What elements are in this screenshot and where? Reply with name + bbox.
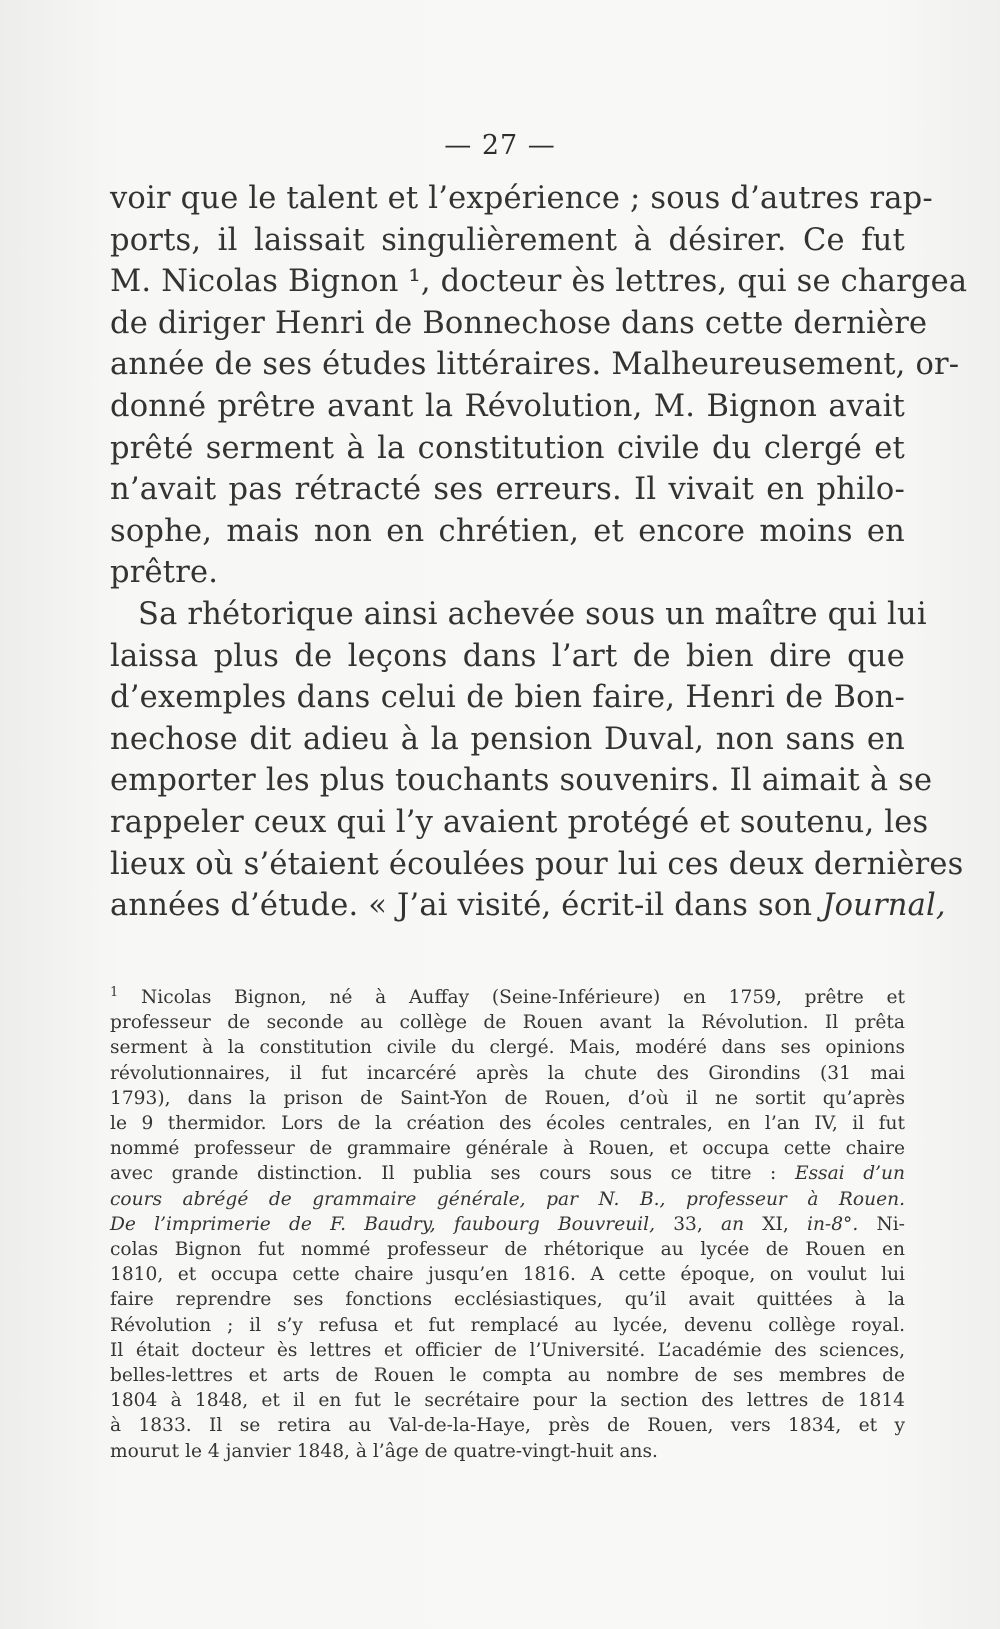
footnote-line: colas Bignon fut nommé professeur de rhétorique au lycée de Rouen en [110,1239,905,1261]
footnote-line: le 9 thermidor. Lors de la création des écoles centrales, en l’an IV, il fut [110,1113,905,1135]
text-line: emporter les plus touchants souvenirs. Il aimait à se [110,763,933,799]
text-line: prêté serment à la constitution civile du clergé et [110,430,905,466]
text-line: Sa rhétorique ainsi achevée sous un maître qui lui [138,596,927,632]
text-line: lieux où s’étaient écoulées pour lui ces deux dernières [110,846,964,882]
text-fragment: XI, [744,1213,807,1235]
page-number: — 27 — [444,130,556,161]
paragraph-2 [110,594,964,927]
text-line: M. Nicolas Bignon ¹, docteur ès lettres, qui se chargea [110,264,968,300]
text-fragment: Nicolas Bignon, né à Auffay (Seine-Inférieure) en 1759, prêtre et [118,987,905,1008]
text-line: sophe, mais non en chrétien, et encore moins en [110,513,905,549]
text-line: ports, il laissait singulièrement à désirer. Ce fut [110,222,905,258]
text-fragment: in-8°. [807,1213,859,1235]
text-line: de diriger Henri de Bonnechose dans cette dernière [110,305,928,341]
footnote-line: Révolution ; il s’y refusa et fut remplacé au lycée, devenu collège royal. [110,1314,905,1336]
footnote-line: mourut le 4 janvier 1848, à l’âge de quatre-vingt-huit ans. [110,1440,658,1462]
footnote-line: 1793), dans la prison de Saint-Yon de Rouen, d’où il ne sortit qu’après [110,1087,905,1109]
footnote-line: révolutionnaires, il fut incarcéré après la chute des Girondins (31 mai [110,1062,905,1084]
footnote-line: cours abrégé de grammaire générale, par N. B., professeur à Rouen. [110,1188,905,1210]
footnote-line: faire reprendre ses fonctions ecclésiastiques, qu’il avait quittées à la [110,1289,905,1311]
text-line: rappeler ceux qui l’y avaient protégé et soutenu, les [110,804,929,840]
footnote-line: professeur de seconde au collège de Rouen avant la Révolution. Il prêta [110,1012,905,1034]
text-line: prêtre. [110,555,219,591]
journal-title: Journal, [822,888,946,924]
text-fragment: De l’imprimerie de F. Baudry, faubourg Bouvreuil, [110,1213,655,1235]
footnote-line [110,985,905,1010]
text-fragment: an [721,1213,745,1235]
footnote-line: nommé professeur de grammaire générale à Rouen, et occupa cette chaire [110,1138,905,1160]
text-line: nechose dit adieu à la pension Duval, non sans en [110,721,905,757]
text-line: n’avait pas rétracté ses erreurs. Il vivait en philo- [110,472,905,508]
text-line: voir que le talent et l’expérience ; sous d’autres rap- [110,181,933,216]
footnote-line: 1804 à 1848, et il en fut le secrétaire pour la section des lettres de 1814 [110,1390,905,1412]
footnote-line [110,1161,905,1186]
footnote-line: belles-lettres et arts de Rouen le compta au nombre de ses membres de [110,1365,905,1387]
footnote-marker: 1 [110,984,119,1000]
text-line [110,885,946,927]
footnote-line: serment à la constitution civile du clergé. Mais, modéré dans ses opinions [110,1037,905,1059]
text-line: année de ses études littéraires. Malheureusement, or- [110,347,960,383]
text-fragment: 33, [654,1213,721,1235]
text-fragment: avec grande distinction. Il publia ses cours sous ce titre : [110,1163,795,1185]
text-fragment: années d’étude. « J’ai visité, écrit-il dans son [110,888,823,924]
footnote [110,985,905,1464]
text-line: d’exemples dans celui de bien faire, Henri de Bon- [110,680,905,716]
text-line: donné prêtre avant la Révolution, M. Bignon avait [110,388,905,424]
text-fragment: Ni- [858,1213,905,1235]
footnote-line: 1810, et occupa cette chaire jusqu’en 1816. A cette époque, on voulut lui [110,1264,905,1286]
book-title: Essai d’un [794,1163,905,1185]
paragraph-1 [110,178,968,594]
main-text [110,178,968,927]
text-line: laissa plus de leçons dans l’art de bien dire que [110,638,905,674]
footnote-line: Il était docteur ès lettres et officier de l’Université. L’académie des sciences, [110,1339,905,1361]
footnote-line [110,1212,905,1237]
footnote-line: à 1833. Il se retira au Val-de-la-Haye, près de Rouen, vers 1834, et y [110,1415,905,1437]
